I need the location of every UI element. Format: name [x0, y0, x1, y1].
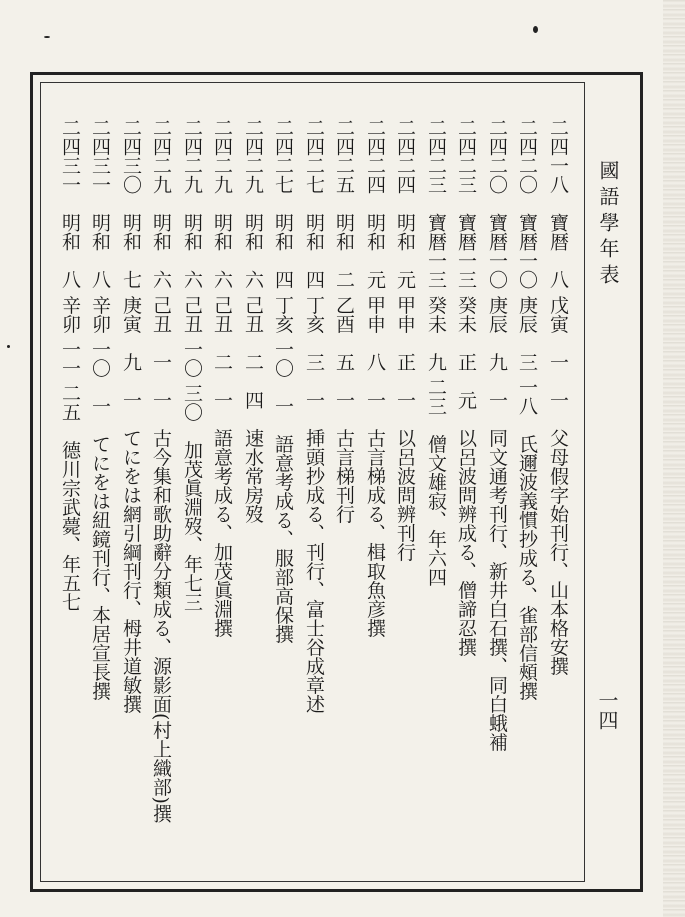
table-row: 二四二九 明和 六 己丑 二 四 速水常房歿 — [242, 118, 264, 524]
table-row: 二四三一 明和 八 辛卯 一〇 一 てにをは紐鏡刊行、本居宣長撰 — [89, 118, 111, 701]
running-head: 國語學年表 — [596, 160, 620, 290]
table-row: 二四二四 明和 元 甲申 正 一 以呂波問辨刊行 — [394, 118, 416, 562]
table-row: 二四二九 明和 六 己丑 一 一 古今集和歌助辭分類成る、源影面(村上織部)撰 — [150, 118, 172, 823]
table-row: 二四二〇 寶暦一〇 庚辰 九 一 同文通考刊行、新井白石撰、同白蛾補 — [486, 118, 508, 752]
table-row: 二四一八 寶暦 八 戊寅 一 一 父母假字始刊行、山本格安撰 — [547, 118, 569, 676]
table-row: 二四二九 明和 六 己丑 二 一 語意考成る、加茂眞淵撰 — [211, 118, 233, 638]
ink-speck — [44, 36, 50, 38]
table-row: 二四二九 明和 六 己丑 一〇 三〇 加茂眞淵歿、年七三 — [181, 118, 203, 612]
table-row: 二四二三 寶暦一三 癸未 九 二三 僧文雄寂、年六四 — [425, 118, 447, 587]
page-edge-shadow — [663, 0, 685, 917]
table-row: 二四三〇 明和 七 庚寅 九 一 てにをは網引綱刊行、栂井道敏撰 — [120, 118, 142, 714]
table-row: 二四二七 明和 四 丁亥 三 一 挿頭抄成る、刊行、富士谷成章述 — [303, 118, 325, 714]
page-number: 一四 — [595, 690, 619, 730]
table-row: 二四二七 明和 四 丁亥 一〇 一 語意考成る、服部高保撰 — [272, 118, 294, 644]
ink-speck — [533, 26, 538, 33]
ink-speck — [7, 345, 10, 348]
table-row: 二四二〇 寶暦一〇 庚辰 三 一八 氏邇波義慣抄成る、雀部信頰撰 — [516, 118, 538, 701]
table-row: 二四三一 明和 八 辛卯 一一 二五 德川宗武薨、年五七 — [59, 118, 81, 612]
table-row: 二四二四 明和 元 甲申 八 一 古言梯成る、楫取魚彦撰 — [364, 118, 386, 638]
table-row: 二四二五 明和 二 乙酉 五 一 古言梯刊行 — [333, 118, 355, 524]
table-row: 二四二三 寶暦一三 癸未 正 元 以呂波問辨成る、僧諦忍撰 — [455, 118, 477, 657]
